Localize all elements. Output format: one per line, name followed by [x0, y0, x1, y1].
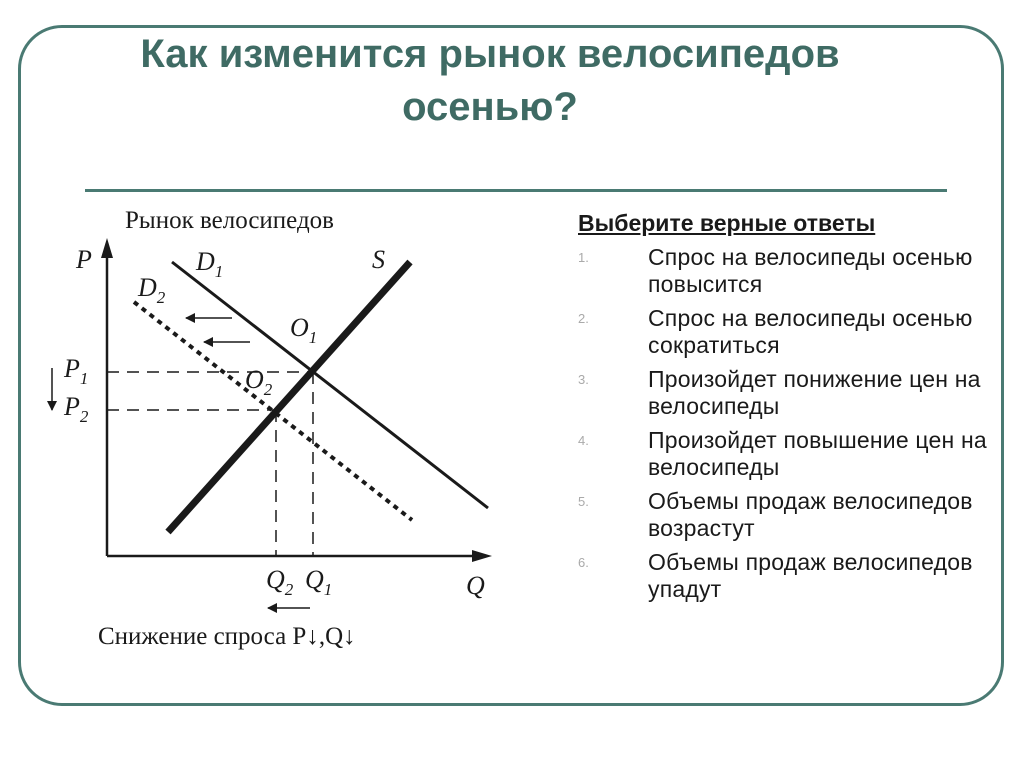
label-q1: $Q_1$ — [305, 565, 333, 599]
list-item — [578, 366, 998, 420]
diagram-caption: Рынок велосипедов — [125, 207, 334, 234]
list-item — [578, 427, 998, 481]
answer-text: Объемы продаж велосипедов упадут — [648, 549, 973, 602]
list-item — [578, 244, 998, 298]
answers-heading: Выберите верные ответы — [578, 210, 876, 236]
answer-number: 1. — [578, 250, 589, 265]
label-o2: $O_2$ — [245, 365, 273, 399]
answers-list — [578, 244, 998, 603]
label-d1: $D_1$ — [196, 247, 224, 281]
title-line-2: осенью? — [402, 85, 578, 129]
list-item — [578, 305, 998, 359]
label-q2: $Q_2$ — [266, 565, 294, 599]
answer-number: 2. — [578, 311, 589, 326]
p-axis-arrow-icon — [101, 238, 113, 258]
label-p1: $P_1$ — [64, 354, 89, 388]
answers-panel — [578, 208, 998, 610]
answer-text: Произойдет понижение цен на велосипеды — [648, 366, 981, 419]
label-o1: $O_1$ — [290, 313, 318, 347]
label-d2: $D_2$ — [138, 273, 166, 307]
answer-number: 5. — [578, 494, 589, 509]
answer-number: 4. — [578, 433, 589, 448]
label-s: S — [372, 245, 385, 274]
answer-number: 3. — [578, 372, 589, 387]
label-p2: $P_2$ — [64, 392, 89, 426]
list-item — [578, 488, 998, 542]
q-axis-arrow-icon — [472, 550, 492, 562]
axis-label-q: Q — [466, 571, 485, 600]
answer-text: Произойдет повышение цен на велосипеды — [648, 427, 987, 480]
answer-number: 6. — [578, 555, 589, 570]
list-item — [578, 549, 998, 603]
diagram-footer: Снижение спроса P↓,Q↓ — [98, 623, 356, 650]
answer-text: Спрос на велосипеды осенью повысится — [648, 244, 973, 297]
answer-text: Объемы продаж велосипедов возрастут — [648, 488, 973, 541]
supply-curve-s — [168, 262, 410, 532]
axis-label-p: P — [76, 245, 92, 274]
answer-text: Спрос на велосипеды осенью сократиться — [648, 305, 973, 358]
title-line-1: Как изменится рынок велосипедов — [140, 32, 840, 76]
